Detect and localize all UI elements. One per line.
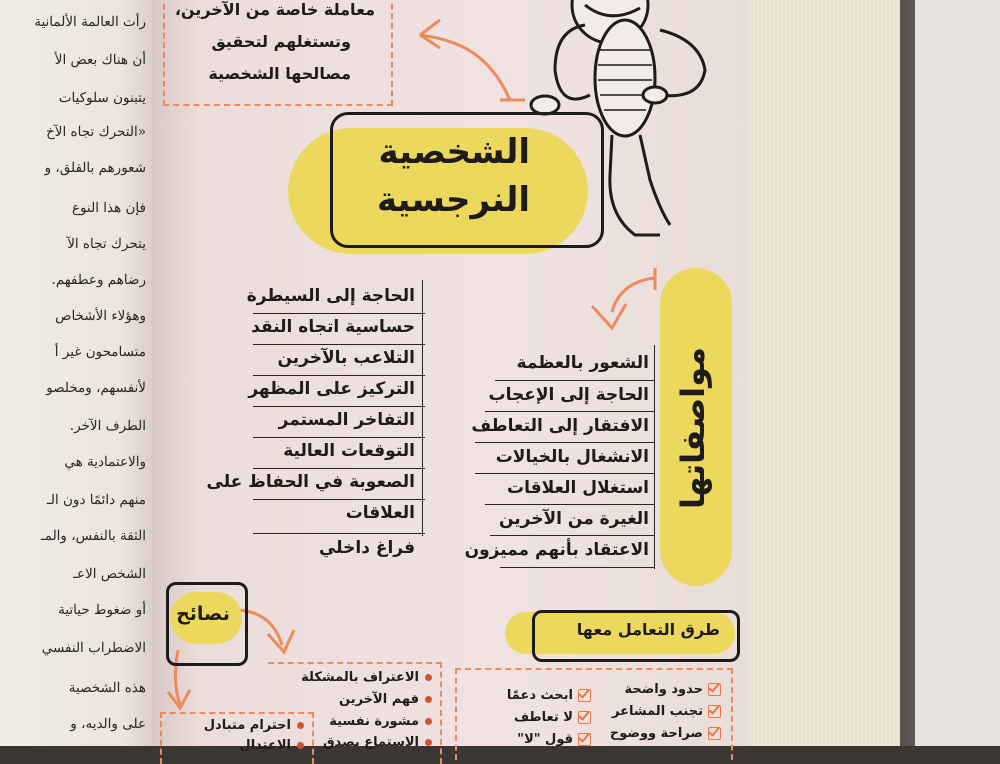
trait-divider	[485, 504, 655, 505]
needs-divider	[253, 313, 425, 314]
left-line: الطرف الآخر.	[69, 418, 146, 434]
checkbox-icon	[578, 733, 591, 746]
advice-sub-box	[160, 712, 314, 764]
dealing-item-text: تجنب المشاعر	[612, 704, 703, 719]
title-line-1: الشخصية	[378, 132, 530, 172]
checkbox-icon	[708, 727, 721, 740]
checkbox-icon	[708, 683, 721, 696]
advice-sub-text: الاعتدال	[239, 738, 291, 753]
dealing-item-text: ابحث دعمًا	[506, 688, 573, 703]
left-line: رضاهم وعطفهم.	[51, 272, 146, 288]
top-note-line: معاملة خاصة من الآخرين،	[174, 0, 375, 19]
trait-item: الافتقار إلى التعاطف	[471, 416, 649, 436]
dealing-item	[624, 682, 721, 697]
checkbox-icon	[578, 689, 591, 702]
trait-divider	[500, 567, 655, 568]
top-note-line: وتستغلهم لتحقيق	[211, 32, 351, 51]
trait-item: الغيرة من الآخرين	[498, 509, 649, 529]
needs-divider	[253, 468, 425, 469]
needs-item: التوقعات العالية	[283, 441, 415, 461]
needs-list	[206, 280, 425, 570]
dealing-item-text: لا تعاطف	[513, 710, 573, 725]
trait-item: الحاجة إلى الإعجاب	[488, 385, 649, 405]
dealing-item	[610, 726, 721, 741]
needs-item: حساسية اتجاه النقد	[251, 317, 415, 337]
traits-arrow-icon	[612, 278, 655, 312]
needs-item: التلاعب بالآخرين	[277, 348, 415, 368]
advice-sub-item	[204, 718, 304, 733]
checkbox-icon	[708, 705, 721, 718]
left-line: وهؤلاء الأشخاص	[55, 308, 146, 324]
advice-sub-text: احترام متبادل	[203, 718, 291, 733]
traits-label: مواصفاتها	[674, 347, 712, 509]
left-line: أو ضغوط حياتية	[58, 602, 146, 618]
advice-item	[339, 692, 432, 707]
bullet-icon	[297, 722, 304, 729]
needs-item: التركيز على المظهر	[248, 379, 415, 399]
needs-divider	[253, 406, 425, 407]
dealing-label: طرق التعامل معها	[576, 620, 720, 639]
trait-item: الاعتقاد بأنهم مميزون	[464, 540, 649, 560]
dealing-item-text: قول "لا"	[517, 732, 573, 747]
advice-item	[301, 670, 432, 685]
left-line: متسامحون غير أ	[54, 344, 146, 360]
dealing-item	[514, 710, 591, 725]
left-line: شعورهم بالقلق، و	[44, 160, 146, 176]
trait-item: الانشغال بالخيالات	[495, 447, 649, 467]
needs-divider	[253, 437, 425, 438]
left-line: على والديه، و	[70, 716, 146, 732]
dealing-item-text: حدود واضحة	[624, 682, 703, 697]
trait-divider	[485, 411, 655, 412]
dealing-item-text: صراحة ووضوح	[609, 726, 703, 741]
dealing-item	[517, 732, 591, 747]
trait-divider	[475, 442, 655, 443]
traits-list	[455, 345, 655, 575]
title-line-2: النرجسية	[376, 180, 530, 220]
traits-arrow-head-icon	[592, 304, 626, 328]
top-note-box	[163, 0, 393, 106]
needs-divider	[253, 499, 425, 500]
advice-item-text: مشورة نفسية	[329, 714, 419, 729]
trait-divider	[495, 380, 655, 381]
advice-item-text: الاعتراف بالمشكلة	[301, 670, 419, 685]
trait-divider	[490, 535, 655, 536]
left-line: رأت العالمة الألمانية	[34, 14, 146, 30]
left-line: هذه الشخصية	[68, 680, 146, 696]
needs-list-rule	[422, 280, 423, 536]
needs-item: الصعوبة في الحفاظ على	[206, 472, 415, 492]
needs-divider	[253, 533, 425, 534]
left-line: الاضطراب النفسي	[41, 640, 146, 656]
needs-item: العلاقات	[345, 503, 415, 523]
top-arrow-head-icon	[420, 20, 440, 48]
trait-divider	[475, 473, 655, 474]
trait-item: الشعور بالعظمة	[516, 353, 649, 373]
dealing-box	[455, 668, 733, 760]
left-line: منهم دائمًا دون الـ	[46, 492, 146, 508]
advice-item-text: فهم الآخرين	[339, 692, 419, 707]
dealing-item	[612, 704, 721, 719]
bullet-icon	[425, 718, 432, 725]
advice-item	[329, 714, 432, 729]
left-line: والاعتمادية هي	[64, 454, 146, 470]
left-line: فإن هذا النوع	[72, 200, 146, 216]
left-line: «التحرك تجاه الآخ	[46, 124, 146, 140]
left-line: يتبنون سلوكيات	[58, 90, 146, 106]
needs-divider	[253, 344, 425, 345]
bullet-icon	[425, 696, 432, 703]
advice-item	[323, 735, 432, 750]
advice-item-text: الاستماع بصدق	[322, 735, 419, 750]
needs-item: الحاجة إلى السيطرة	[246, 286, 415, 306]
trait-item: استغلال العلاقات	[507, 478, 649, 498]
bullet-icon	[425, 674, 432, 681]
checkbox-icon	[578, 711, 591, 724]
left-line: الثقة بالنفس، والمـ	[40, 528, 146, 544]
left-line: يتحرك تجاه الآ	[67, 236, 146, 252]
needs-item: التفاخر المستمر	[278, 410, 415, 430]
dealing-item	[507, 688, 591, 703]
needs-item: فراغ داخلي	[318, 538, 415, 558]
advice-label: نصائح	[176, 603, 230, 625]
needs-divider	[253, 375, 425, 376]
bullet-icon	[425, 739, 432, 746]
top-note-line: مصالحها الشخصية	[208, 64, 351, 83]
left-line: الشخص الاعـ	[73, 566, 146, 582]
left-line: لأنفسهم، ومخلصو	[46, 380, 146, 396]
left-line: أن هناك بعض الأ	[54, 52, 146, 68]
